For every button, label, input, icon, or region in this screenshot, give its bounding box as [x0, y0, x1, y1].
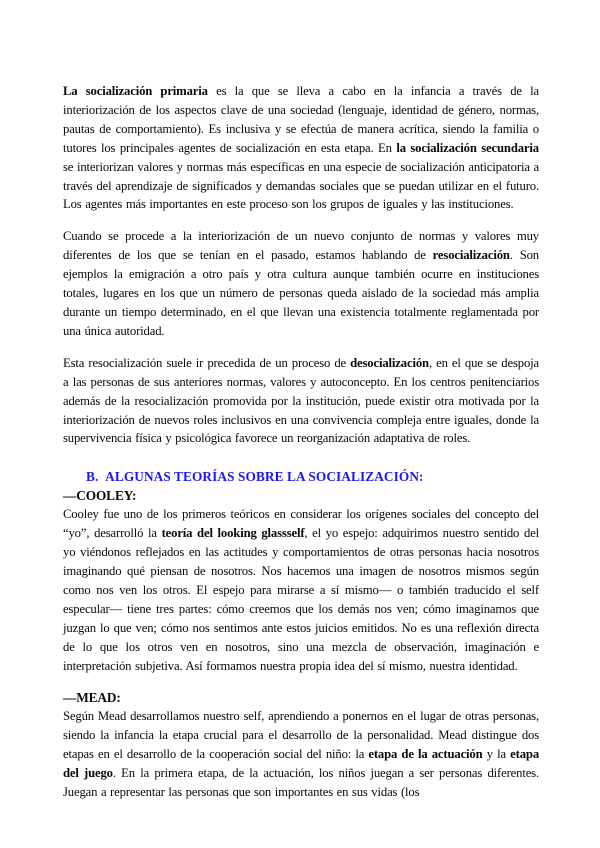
subheading: [63, 486, 539, 505]
text-run: Cooley fue uno de los primeros teóricos en considerar los orígenes sociales del concepto del “yo”, desarrolló la: [63, 507, 539, 541]
bold-text-run: desocialización: [350, 355, 429, 370]
text-run: . En la primera etapa, de la actuación, los niños juegan a ser personas diferentes. Juegan a representar las personas que son importantes en sus vidas (los: [63, 766, 539, 800]
bold-text-run: etapa de la actuación: [368, 747, 483, 762]
paragraph: [63, 505, 539, 675]
text-run: , en el que se despoja a las personas de sus anteriores normas, valores y autoconcepto. En los centros penitenciarios además de la resocialización promovida por la institución, puede existir otra motivada por la interiorización de nuevos roles inclusivos en una convivencia compleja entre iguales, donde la supervivencia física y psicológica favorece un reorganización adaptativa de roles.: [63, 355, 539, 446]
bold-text-run: B. ALGUNAS TEORÍAS SOBRE LA SOCIALIZACIÓN:: [86, 469, 424, 485]
text-run: Según Mead desarrollamos nuestro self, aprendiendo a ponernos en el lugar de otras personas, siendo la infancia la etapa crucial para el desarrollo de la personalidad. Mead distingue dos etapas en el desarrollo de la cooperación social del niño: la: [63, 709, 539, 762]
bold-text-run: —MEAD:: [63, 690, 121, 706]
text-run: se interiorizan valores y normas más específicas en una especie de socialización anticipatoria a través del aprendizaje de significados y demandas sociales que se puedan utilizar en el futuro. Los agentes más importantes en este proceso son los grupos de iguales y las instituciones.: [63, 159, 539, 212]
text-run: Esta resocialización suele ir precedida de un proceso de: [63, 355, 351, 370]
subheading: [63, 688, 539, 707]
paragraph: [63, 354, 539, 449]
paragraph: [63, 227, 539, 340]
bold-text-run: —COOLEY:: [63, 488, 137, 504]
text-run: y la: [482, 747, 511, 762]
text-run: Cuando se procede a la interiorización de un nuevo conjunto de normas y valores muy diferentes de los que se tenían en el pasado, estamos hablando de: [63, 229, 539, 263]
bold-text-run: La socialización primaria: [63, 84, 208, 98]
paragraph: [63, 82, 539, 214]
bold-text-run: teoría del looking glassself: [161, 526, 305, 541]
text-run: . Son ejemplos la emigración a otro país y otra cultura aunque también ocurre en instituciones totales, lugares en los que un número de personas queda aislado de la sociedad más amplia durante un tiempo determinado, en el que llevan una existencia totalmente reglamentada por una única autoridad.: [63, 248, 539, 338]
text-run: es la que se lleva a cabo en la infancia a través de la interiorización de los aspectos clave de una sociedad (lenguaje, identidad de género, normas, pautas de comportamiento). Es inclusiva y se efectúa de manera acrítica, siendo la familia o tutores los principales agentes de socialización en esta etapa. En: [63, 84, 539, 155]
bold-text-run: la socialización secundaria: [396, 140, 539, 155]
section-heading: [63, 467, 539, 486]
bold-text-run: resocialización: [432, 248, 510, 263]
paragraph: [63, 707, 539, 802]
text-run: , el yo espejo: adquirimos nuestro sentido del yo viéndonos reflejados en las actitudes y comportamientos de otras personas hacia nosotros imaginando qué piensan de nosotros. Nos hacemos una imagen de nosotros mismos según como nos ven los otros. El espejo para mirarse a sí mismo— o también traducido el self especular— tiene tres partes: cómo creemos que los demás nos ven; cómo imaginamos que juzgan lo que ven; cómo nos sentimos ante estos juicios emitidos. No es una reflexión directa de lo que los otros ven en nosotros, sino una mezcla de observación, imaginación e interpretación subjetiva. Así formamos nuestra propia idea del sí mismo, nuestra identidad.: [63, 526, 539, 673]
bold-text-run: etapa del juego: [63, 747, 540, 781]
